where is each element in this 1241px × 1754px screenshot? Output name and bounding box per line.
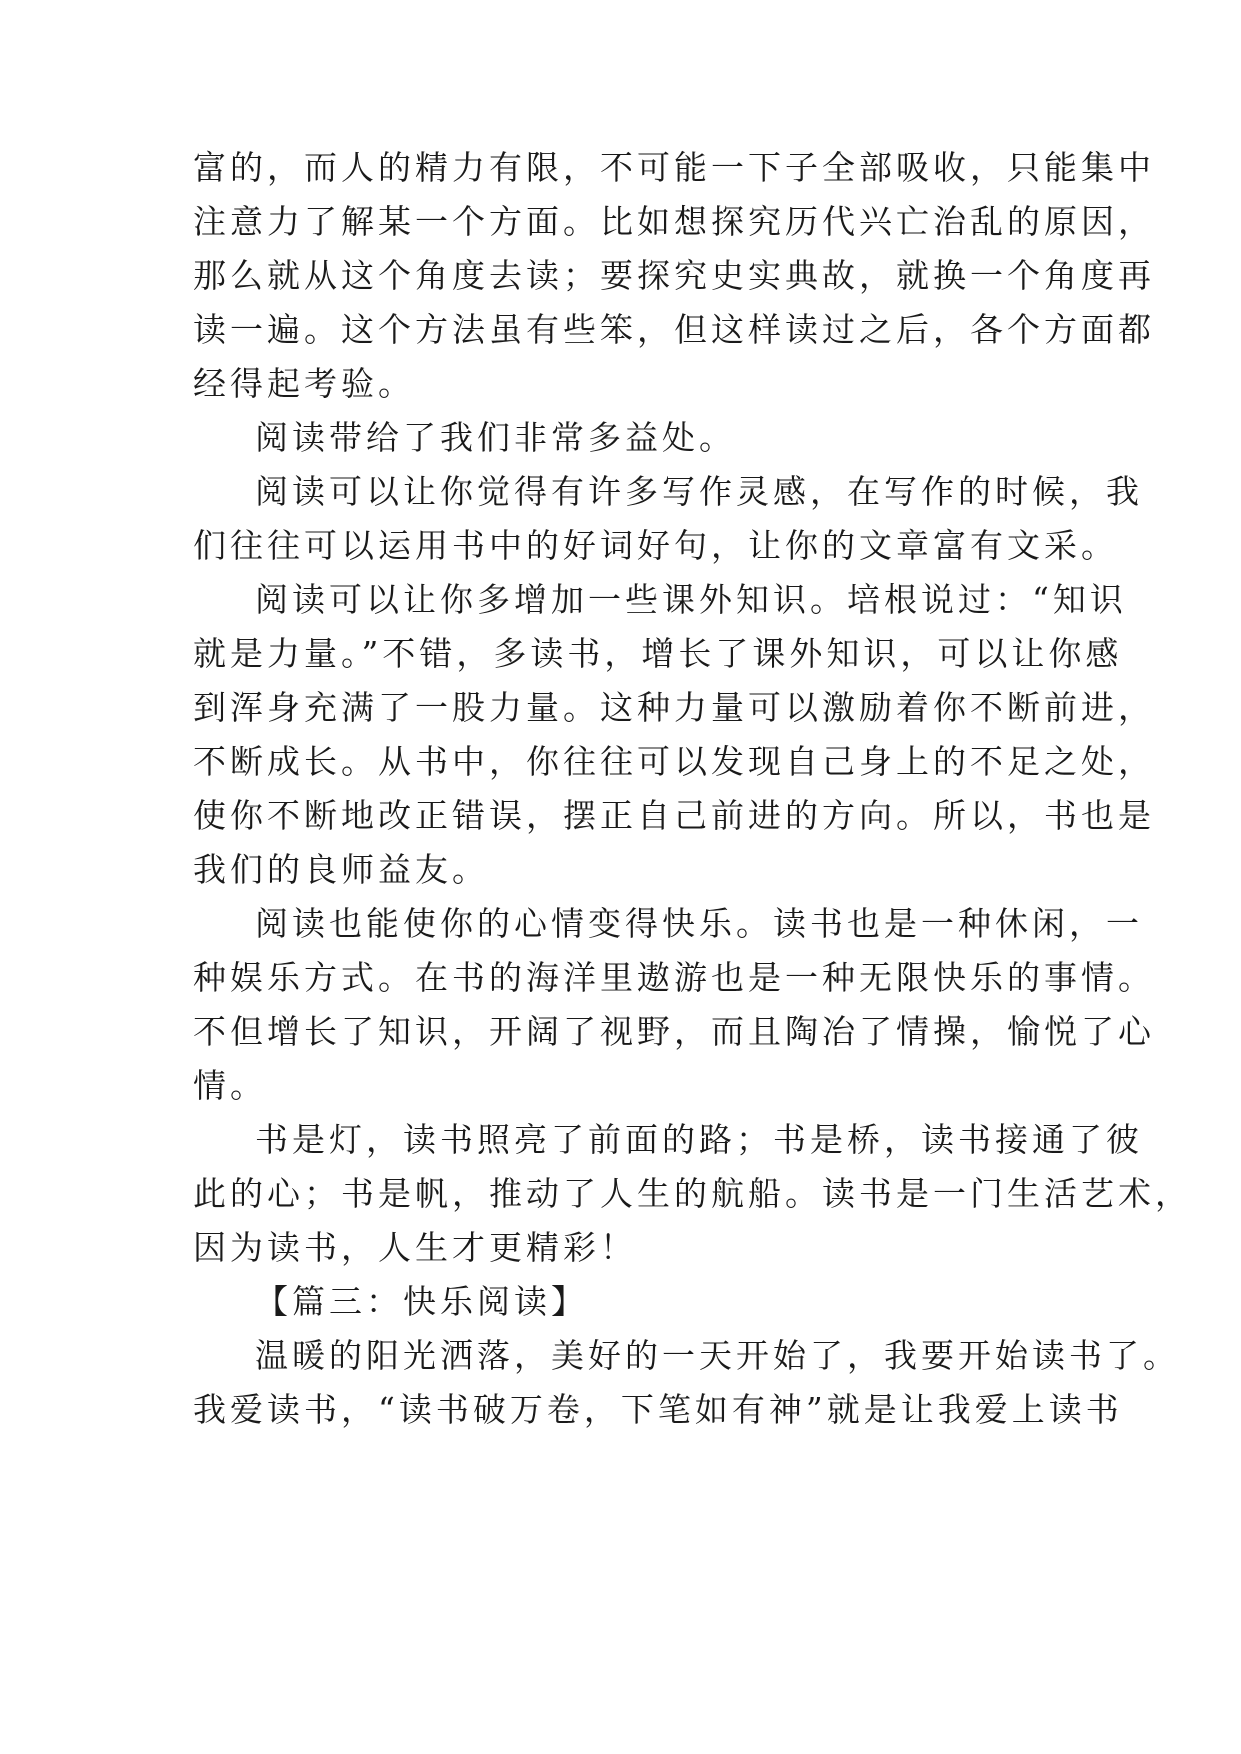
text-line: 那么就从这个角度去读；要探究史实典故，就换一个角度再 [193,256,1155,295]
text-line: 使你不断地改正错误，摆正自己前进的方向。所以，书也是 [193,796,1155,835]
text-line: 富的，而人的精力有限，不可能一下子全部吸收，只能集中 [193,148,1155,187]
text-line: 经得起考验。 [193,364,415,403]
text-line: 我们的良师益友。 [193,850,489,889]
section-heading: 【篇三：快乐阅读】 [255,1282,588,1321]
paragraph-start: 阅读也能使你的心情变得快乐。读书也是一种休闲，一 [255,904,1143,943]
text-line: 不但增长了知识，开阔了视野，而且陶冶了情操，愉悦了心 [193,1012,1155,1051]
paragraph-start: 阅读可以让你多增加一些课外知识。培根说过：“知识 [255,580,1127,619]
text-line: 注意力了解某一个方面。比如想探究历代兴亡治乱的原因， [193,202,1155,241]
text-line: 种娱乐方式。在书的海洋里遨游也是一种无限快乐的事情。 [193,958,1155,997]
text-line: 不断成长。从书中，你往往可以发现自己身上的不足之处， [193,742,1155,781]
paragraph-start: 书是灯，读书照亮了前面的路；书是桥，读书接通了彼 [255,1120,1143,1159]
paragraph-start: 阅读可以让你觉得有许多写作灵感，在写作的时候，我 [255,472,1143,511]
text-line: 此的心；书是帆，推动了人生的航船。读书是一门生活艺术， [193,1174,1192,1213]
text-line: 到浑身充满了一股力量。这种力量可以激励着你不断前进， [193,688,1155,727]
text-line: 因为读书，人生才更精彩！ [193,1228,637,1267]
paragraph-start: 温暖的阳光洒落，美好的一天开始了，我要开始读书了。 [255,1336,1180,1375]
text-line: 我爱读书，“读书破万卷，下笔如有神”就是让我爱上读书 [193,1390,1123,1429]
text-line: 们往往可以运用书中的好词好句，让你的文章富有文采。 [193,526,1118,565]
paragraph-start: 阅读带给了我们非常多益处。 [255,418,736,457]
text-line: 读一遍。这个方法虽有些笨，但这样读过之后，各个方面都 [193,310,1155,349]
text-line: 就是力量。”不错，多读书，增长了课外知识，可以让你感 [193,634,1123,673]
text-line: 情。 [193,1066,267,1105]
